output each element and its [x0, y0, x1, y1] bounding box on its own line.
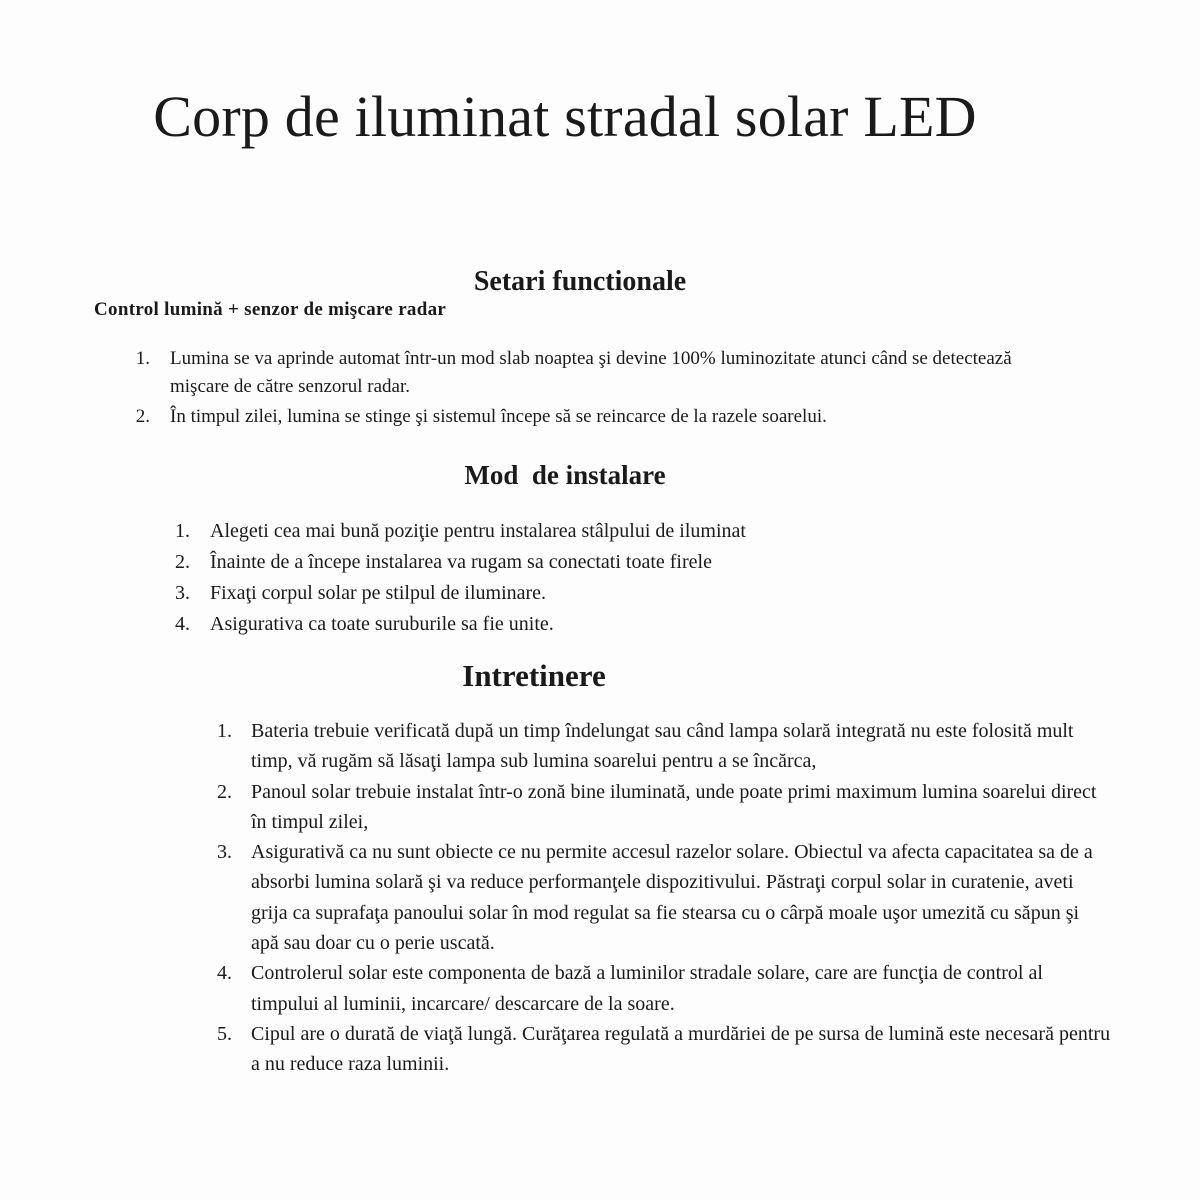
list-item: [166, 516, 1046, 547]
list-item-text: Asigurativă ca nu sunt obiecte ce nu permite accesul razelor solare. Obiectul va afecta capacitatea sa de a absorbi lumina solară şi va reduce performanţele dispozitivului. Păstraţi corpul solar in curatenie, aveti grija ca suprafaţa panoului solar în mod regulat sa fie stearsa cu o cârpă moale uşor umezită cu săpun şi apă sau doar cu o perie uscată.: [251, 841, 1093, 955]
list-item-number: 4.: [217, 962, 232, 985]
list-item: [206, 837, 1111, 958]
list-item-text: Panoul solar trebuie instalat într-o zonă bine iluminată, unde poate primi maximum lumina soarelui direct în timpul zilei,: [251, 780, 1097, 833]
list-item-number: 4.: [175, 613, 190, 635]
list-item-number: 2.: [135, 406, 150, 427]
list-item-text: Lumina se va aprinde automat într-un mod slab noaptea şi devine 100% luminozitate atunci când se detectează mişcare de către senzorul radar.: [170, 348, 1012, 397]
list-item-text: Bateria trebuie verificată după un timp îndelungat sau când lampa solară integrată nu este folosită mult timp, vă rugăm să lăsaţi lampa sub lumina soarelui pentru a se încărca,: [251, 720, 1074, 773]
list-intretinere: [206, 716, 1111, 1080]
list-item: [124, 403, 1074, 431]
list-item-number: 1.: [135, 348, 150, 369]
list-item-number: 3.: [217, 841, 232, 864]
list-item-text: Alegeti cea mai bună poziţie pentru instalarea stâlpului de iluminat: [210, 520, 746, 542]
list-item: [206, 777, 1111, 838]
list-item-number: 5.: [217, 1022, 232, 1045]
section-heading-mod-instalare: Mod de instalare: [464, 460, 666, 490]
list-item-number: 1.: [217, 720, 232, 742]
list-item: [206, 716, 1111, 777]
list-item-text: În timpul zilei, lumina se stinge şi sistemul începe să se reincarce de la razele soarelui.: [170, 406, 827, 427]
list-item-number: 1.: [175, 520, 190, 542]
list-item: [206, 1019, 1111, 1080]
section-heading-setari: Setari functionale: [473, 266, 687, 297]
list-item-number: 2.: [217, 780, 232, 803]
list-item-number: 3.: [175, 582, 190, 604]
list-item-text: Cipul are o durată de viaţă lungă. Curăţarea regulată a murdăriei de pe sursa de lumină este necesară pentru a nu reduce raza luminii.: [251, 1022, 1111, 1076]
list-item-text: Înainte de a începe instalarea va rugam sa conectati toate firele: [210, 551, 712, 573]
list-item-text: Asigurativa ca toate suruburile sa fie unite.: [210, 613, 554, 635]
document-title: Corp de iluminat stradal solar LED: [153, 84, 977, 149]
section-subheading-control: Control lumină + senzor de mişcare radar: [94, 299, 447, 320]
list-item-text: Fixaţi corpul solar pe stilpul de iluminare.: [210, 582, 547, 604]
list-item: [124, 345, 1074, 401]
section-heading-intretinere: Intretinere: [462, 658, 606, 693]
list-item: [166, 578, 1046, 609]
list-item-number: 2.: [175, 551, 190, 573]
list-item: [166, 609, 1046, 640]
list-item: [206, 958, 1111, 1019]
list-setari: [124, 345, 1074, 433]
list-item: [166, 547, 1046, 578]
list-item-text: Controlerul solar este componenta de bază a luminilor stradale solare, care are funcţia de control al timpului al luminii, incarcare/ descarcare de la soare.: [251, 962, 1043, 1015]
list-mod-instalare: [166, 516, 1046, 640]
